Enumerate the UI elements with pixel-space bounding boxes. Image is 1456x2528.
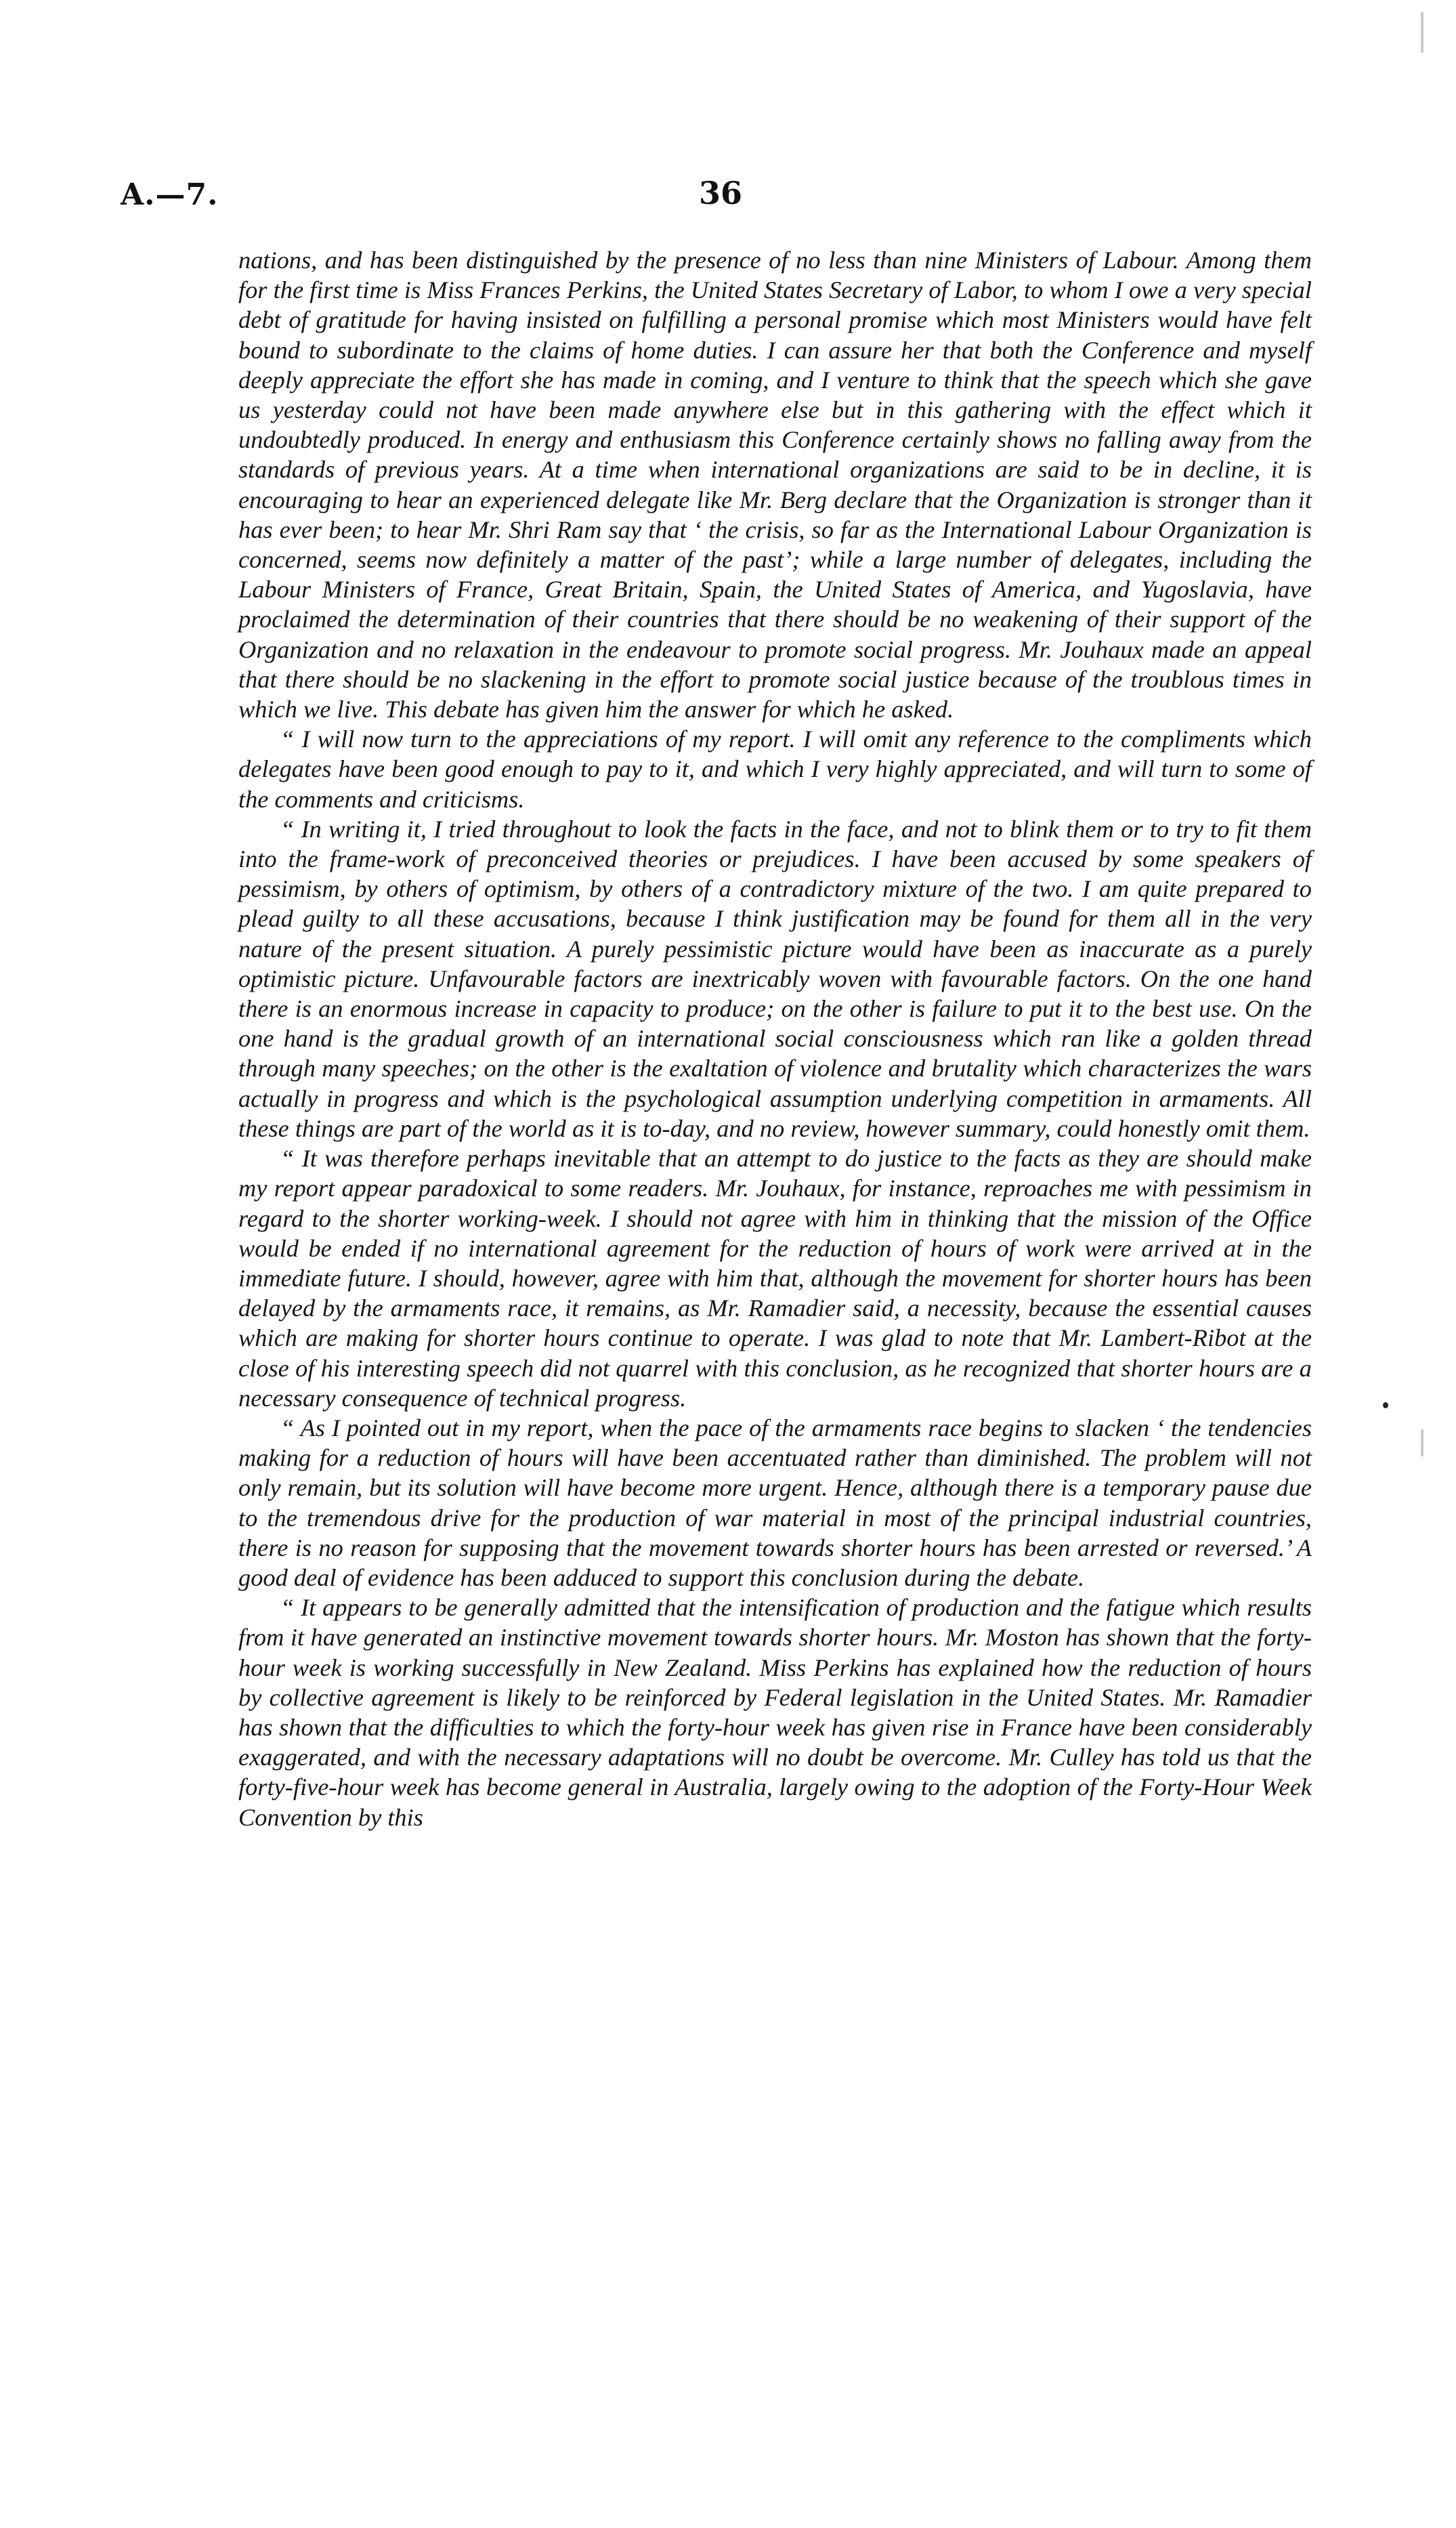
paragraph: “ In writing it, I tried throughout to look the facts in the face, and not to blink them or to try to fit them into the frame-work of preconceived theories or prejudices. I have been accused by some speakers of pessimism, by others of optimism, by others of a contradictory mixture of the two. I am quite prepared to plead guilty to all these accusations, because I think justification may be found for them all in the very nature of the present situation. A purely pessimistic picture would have been as inaccurate as a purely optimistic picture. Unfavourable factors are inextricably woven with favourable factors. On the one hand there is an enormous increase in capacity to produce; on the other is failure to put it to the best use. On the one hand is the gradual growth of an international social consciousness which ran like a golden thread through many speeches; on the other is the exaltation of violence and brutality which characterizes the wars actually in progress and which is the psychological assumption underlying competition in armaments. All these things are part of the world as it is to-day, and no review, however summary, could honestly omit them. <box>238 815 1312 1142</box>
paragraph: “ As I pointed out in my report, when the pace of the armaments race begins to slacken ‘ the tendencies making for a reduction of hours will have been accentuated rather than diminished. The problem will not only remain, but its solution will have become more urgent. Hence, although there is a temporary pause due to the tremendous drive for the production of war material in most of the principal industrial countries, there is no reason for supposing that the movement towards shorter hours has been arrested or reversed.’ A good deal of evidence has been adduced to support this conclusion during the debate. <box>238 1414 1312 1591</box>
paragraph: nations, and has been distinguished by the presence of no less than nine Ministers of Labour. Among them for the first time is Miss Frances Perkins, the United States Secretary of Labor, to whom I owe a very special debt of gratitude for having insisted on fulfilling a personal promise which most Ministers would have felt bound to subordinate to the claims of home duties. I can assure her that both the Conference and myself deeply appreciate the effort she has made in coming, and I venture to think that the speech which she gave us yesterday could not have been made anywhere else but in this gathering with the effect which it undoubtedly produced. In energy and enthusiasm this Conference certainly shows no falling away from the standards of previous years. At a time when international organizations are said to be in decline, it is encouraging to hear an experienced delegate like Mr. Berg declare that the Organization is stronger than it has ever been; to hear Mr. Shri Ram say that ‘ the crisis, so far as the International Labour Organization is concerned, seems now definitely a matter of the past’; while a large number of delegates, including the Labour Ministers of France, Great Britain, Spain, the United States of America, and Yugoslavia, have proclaimed the determination of their countries that there should be no weakening of their support of the Organization and no relaxation in the endeavour to promote social progress. Mr. Jouhaux made an appeal that there should be no slackening in the effort to promote social justice because of the troublous times in which we live. This debate has given him the answer for which he asked. <box>238 247 1312 723</box>
paragraph: “ It was therefore perhaps inevitable that an attempt to do justice to the facts as they are should make my report appear paradoxical to some readers. Mr. Jouhaux, for instance, reproaches me with pessimism in regard to the shorter working-week. I should not agree with him in thinking that the mission of the Office would be ended if no international agreement for the reduction of hours of work were arrived at in the immediate future. I should, however, agree with him that, although the movement for shorter hours has been delayed by the armaments race, it remains, as Mr. Ramadier said, a necessity, because the essential causes which are making for shorter hours continue to operate. I was glad to note that Mr. Lambert-Ribot at the close of his interesting speech did not quarrel with this conclusion, as he recognized that shorter hours are a necessary consequence of technical progress. <box>238 1145 1312 1412</box>
body-text <box>238 245 1312 1832</box>
document-reference: A.—7. <box>121 177 219 212</box>
scan-edge-mark <box>1421 1429 1423 1456</box>
paragraph: “ I will now turn to the appreciations of my report. I will omit any reference to the compliments which delegates have been good enough to pay to it, and which I very highly appreciated, and will turn to some of the comments and criticisms. <box>238 725 1312 813</box>
ink-dot <box>1383 1402 1388 1408</box>
scan-edge-mark <box>1421 12 1423 53</box>
paragraph: “ It appears to be generally admitted that the intensification of production and the fatigue which results from it have generated an instinctive movement towards shorter hours. Mr. Moston has shown that the forty-hour week is working successfully in New Zealand. Miss Perkins has explained how the reduction of hours by collective agreement is likely to be reinforced by Federal legislation in the United States. Mr. Ramadier has shown that the difficulties to which the forty-hour week has given rise in France have been considerably exaggerated, and with the necessary adaptations will no doubt be overcome. Mr. Culley has told us that the forty-five-hour week has become general in Australia, largely owing to the adoption of the Forty-Hour Week Convention by this <box>238 1594 1312 1831</box>
page-number: 36 <box>699 175 743 211</box>
